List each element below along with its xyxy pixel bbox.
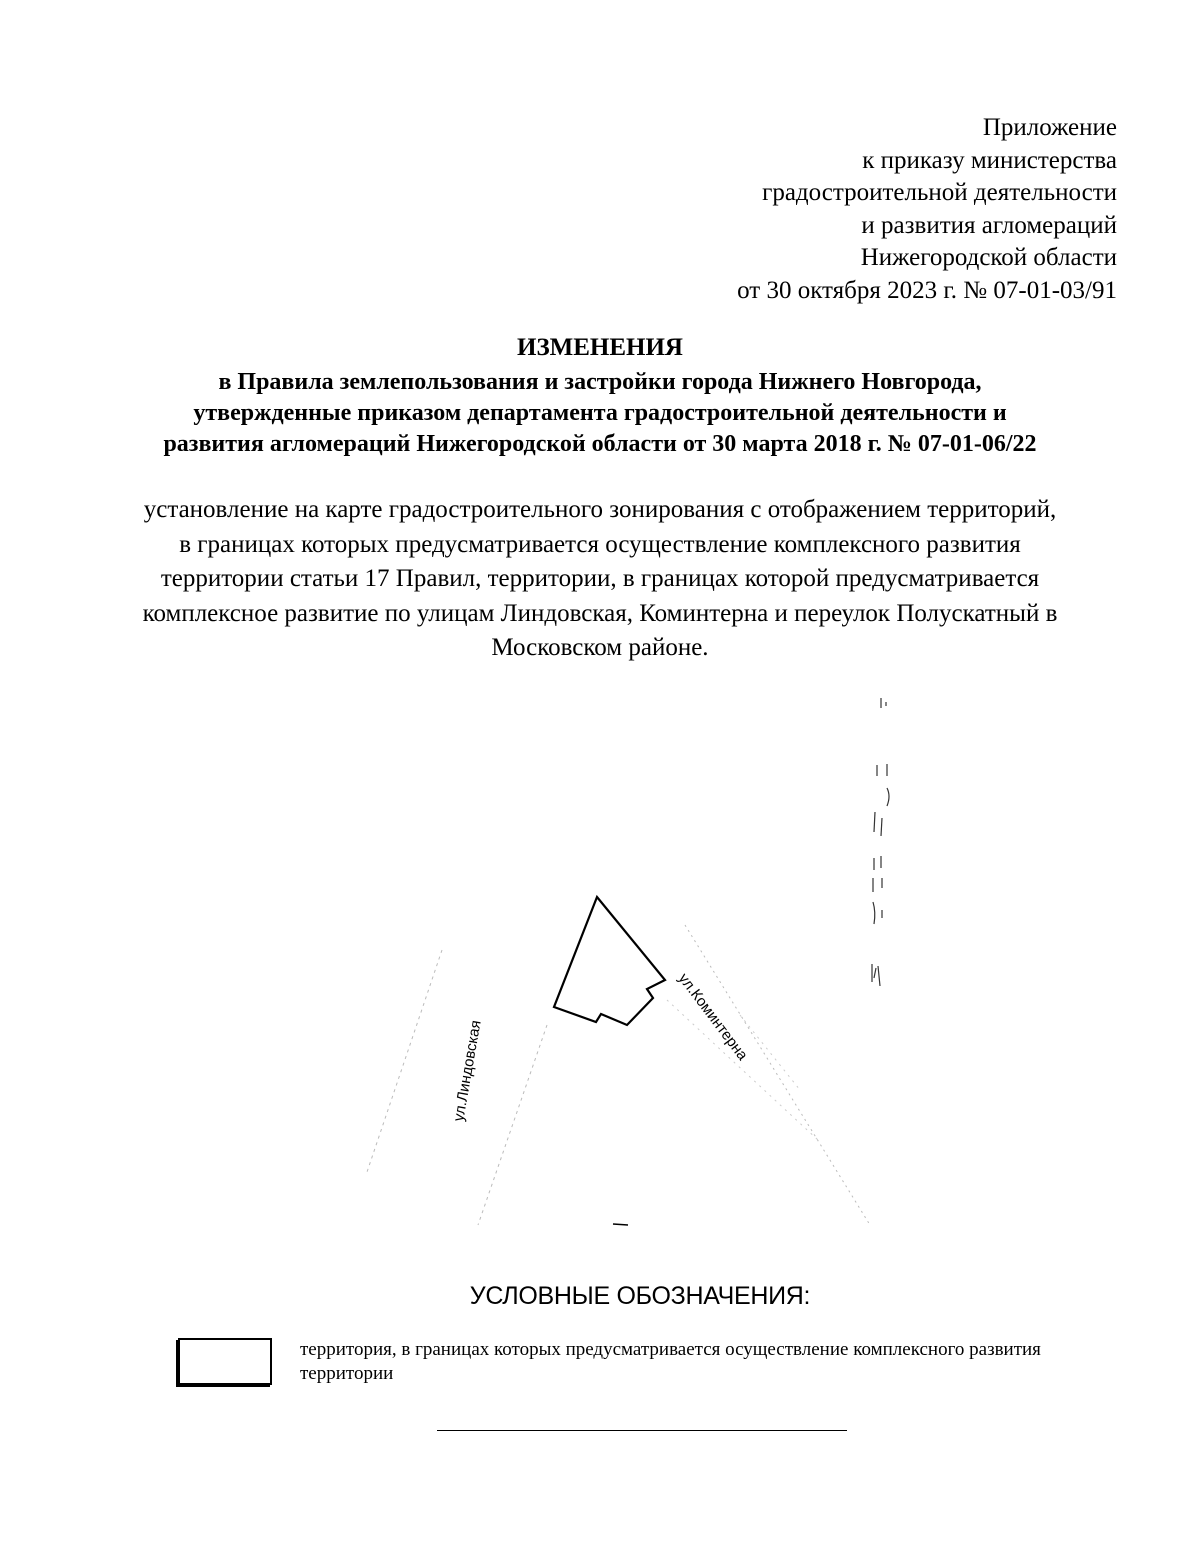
street-label-lindovskaya: ул.Линдовская <box>450 1018 485 1123</box>
legend-title: УСЛОВНЫЕ ОБОЗНАЧЕНИЯ: <box>469 1282 811 1310</box>
description-line: установление на карте градостроительного зонирования с отображением территорий, <box>143 496 1057 523</box>
subtitle-line: развития агломераций Нижегородской области от 30 марта 2018 г. № 07-01-06/22 <box>163 431 1037 457</box>
document-subtitle <box>60 367 1140 460</box>
appendix-line: от 30 октября 2023 г. № 07-01-03/91 <box>737 276 1117 304</box>
appendix-line: Нижегородской области <box>860 244 1117 271</box>
zoning-map <box>0 680 1200 1240</box>
small-mark <box>613 1224 628 1225</box>
appendix-line: к приказу министерства <box>862 146 1117 174</box>
document-title: ИЗМЕНЕНИЯ <box>517 334 683 361</box>
description-line: в границах которых предусматривается осуществление комплексного развития <box>179 530 1021 558</box>
appendix-line: и развития агломераций <box>861 211 1117 239</box>
development-territory-boundary <box>554 897 665 1025</box>
description-line: комплексное развитие по улицам Линдовская, Коминтерна и переулок Полускатный в <box>142 599 1058 627</box>
legend-symbol-rectangle <box>178 1338 272 1385</box>
description-line: территории статьи 17 Правил, территории, в границах которой предусматривается <box>160 565 1040 592</box>
subtitle-line: утвержденные приказом департамента градостроительной деятельности и <box>193 400 1007 426</box>
description-paragraph <box>40 493 1160 666</box>
description-line: Московском районе. <box>491 634 709 661</box>
legend-item-text: территория, в границах которых предусматривается осуществление комплексного развития территории <box>300 1339 1041 1384</box>
lindovskaya-edge-right <box>478 1025 547 1225</box>
right-dashed-fragments <box>872 698 889 986</box>
bottom-rule <box>437 1430 847 1431</box>
street-label-kominterna: ул.Коминтерна <box>674 970 752 1064</box>
appendix-line: Приложение <box>982 114 1117 141</box>
subtitle-line: в Правила землепользования и застройки города Нижнего Новгорода, <box>218 369 982 395</box>
kominterna-edge-upper <box>685 925 870 1225</box>
appendix-line: градостроительной деятельности <box>762 179 1117 206</box>
lindovskaya-edge-left <box>367 950 442 1172</box>
kominterna-edge-lower <box>667 1000 818 1140</box>
appendix-block <box>737 112 1117 307</box>
